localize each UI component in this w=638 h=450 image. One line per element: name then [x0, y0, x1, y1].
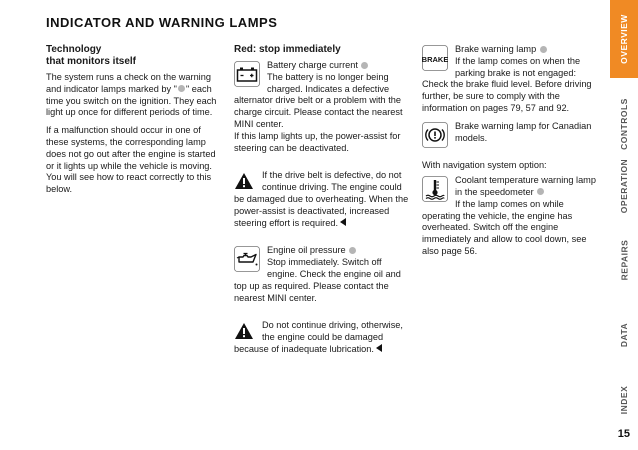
- brake-canada-text: Brake warning lamp for Canadian models.: [455, 120, 592, 143]
- warning-triangle-icon: [234, 172, 254, 190]
- page-number: 15: [617, 428, 630, 440]
- column-red-stop: [234, 44, 414, 362]
- tab-operation[interactable]: OPERATION: [619, 158, 629, 214]
- brake-circle-icon: [422, 122, 448, 148]
- column-technology: [46, 44, 224, 202]
- indicator-dot-icon: [349, 247, 356, 254]
- indicator-dot-icon: [361, 62, 368, 69]
- chapter-tabs: [610, 0, 638, 450]
- indicator-dot-icon: [537, 188, 544, 195]
- tab-repairs[interactable]: REPAIRS: [619, 239, 629, 281]
- oil-lamp-title: Engine oil pressure: [267, 245, 346, 256]
- battery-lamp-block: [234, 60, 414, 154]
- battery-icon: [234, 61, 260, 87]
- coolant-lamp-block: [422, 175, 602, 258]
- brake-lamp-title: Brake warning lamp: [455, 44, 537, 54]
- paragraph-malfunction: If a malfunction should occur in one of these systems, the corresponding lamp does not go out after the engine is started or it lights up while the vehicle is moving. You will see how to react correctly to this below.: [46, 125, 216, 195]
- coolant-lamp-title: Coolant temperature warning lamp in the speedometer: [455, 175, 596, 197]
- brake-canada-block: [422, 121, 602, 151]
- svg-text:BRAKE: BRAKE: [422, 55, 448, 64]
- indicator-dot-icon: [540, 46, 547, 53]
- warning-triangle-icon: [234, 322, 254, 340]
- tab-overview[interactable]: OVERVIEW: [610, 0, 638, 78]
- coolant-lamp-text: If the lamp comes on while operating the vehicle, the engine has overheated. Switch off the engine immediately and allow to cool down, see also page 56.: [422, 198, 587, 256]
- oil-can-icon: [234, 246, 260, 272]
- section-heading-red: Red: stop immediately: [234, 44, 341, 55]
- oil-lamp-text: Stop immediately. Switch off engine. Check the engine oil and top up as required. Please contact the nearest MINI center.: [234, 257, 401, 303]
- brake-lamp-block: [422, 44, 602, 115]
- oil-lamp-block: [234, 245, 414, 304]
- tab-controls[interactable]: CONTROLS: [619, 98, 630, 150]
- belt-warning-text: If the drive belt is defective, do not continue driving. The engine could be damaged due to overheating. When the power-assist is deactivated, increased steering effort is required.: [234, 170, 409, 228]
- battery-lamp-text: The battery is no longer being charged. Indicates a defective alternator drive belt or a problem with the charge circuit. Please contact the nearest MINI center.: [234, 71, 403, 129]
- end-of-section-icon: [340, 218, 346, 226]
- tab-data[interactable]: DATA: [618, 322, 629, 348]
- page-title: INDICATOR AND WARNING LAMPS: [46, 15, 278, 30]
- brake-lamp-text: If the lamp comes on when the parking brake is not engaged: Check the brake fluid level. Before driving further, be sure to comply with the information on pages 79, 57 and 92.: [422, 55, 592, 113]
- section-heading-technology: Technology that monitors itself: [46, 44, 137, 67]
- coolant-thermometer-icon: [422, 176, 448, 202]
- end-of-section-icon: [376, 344, 382, 352]
- oil-warning-block: [234, 320, 414, 355]
- tab-index[interactable]: INDEX: [619, 385, 630, 415]
- brake-icon: [422, 45, 448, 71]
- oil-warning-text: Do not continue driving, otherwise, the engine could be damaged because of inadequate lubrication.: [234, 320, 403, 354]
- nav-option-label: With navigation system option:: [422, 160, 547, 171]
- indicator-dot-icon: [178, 85, 185, 92]
- battery-lamp-text-2: If this lamp lights up, the power-assist for steering can be deactivated.: [234, 130, 401, 153]
- battery-lamp-title: Battery charge current: [267, 60, 358, 70]
- belt-warning-block: [234, 170, 414, 229]
- column-brake-coolant: [422, 44, 602, 264]
- paragraph-self-check: The system runs a check on the warning and indicator lamps marked by " " each time you switch on the ignition. They each light up once for different periods of time.: [46, 72, 217, 118]
